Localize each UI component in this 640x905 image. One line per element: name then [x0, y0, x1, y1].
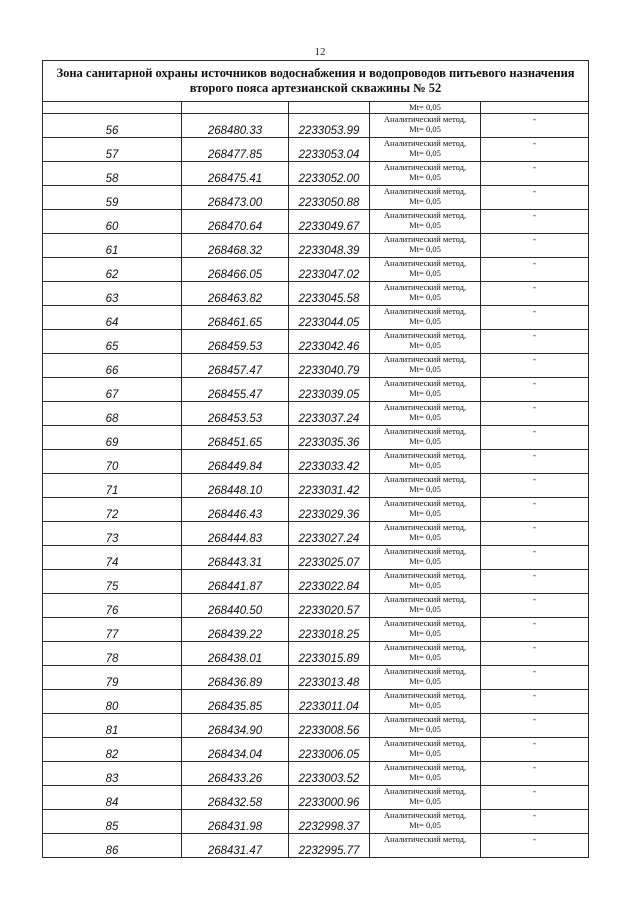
table-row	[43, 522, 589, 546]
x-coordinate: 268434.90	[182, 714, 289, 738]
x-coordinate: 268466.05	[182, 258, 289, 282]
y-coordinate: 2233020.57	[289, 594, 370, 618]
dash-cell: -	[481, 426, 589, 450]
point-number: 69	[43, 426, 182, 450]
method-cell	[370, 690, 481, 714]
method-label: Аналитический метод,	[383, 426, 467, 436]
dash-cell: -	[481, 834, 589, 858]
x-coordinate: 268432.58	[182, 786, 289, 810]
dash-cell: -	[481, 738, 589, 762]
y-coordinate: 2233039.05	[289, 378, 370, 402]
x-coordinate: 268473.00	[182, 186, 289, 210]
table-row	[43, 282, 589, 306]
dash-cell: -	[481, 810, 589, 834]
point-number: 85	[43, 810, 182, 834]
method-label: Аналитический метод,	[383, 666, 467, 676]
method-tail: Mt= 0,05	[409, 102, 441, 112]
x-coordinate: 268470.64	[182, 210, 289, 234]
method-label: Аналитический метод,	[383, 810, 467, 820]
method-cell	[370, 114, 481, 138]
method-cell	[370, 498, 481, 522]
table-row	[43, 306, 589, 330]
method-error-value: Mt= 0,05	[409, 388, 441, 398]
table-row	[43, 738, 589, 762]
y-coordinate: 2233049.67	[289, 210, 370, 234]
table-row	[43, 330, 589, 354]
y-coordinate: 2233027.24	[289, 522, 370, 546]
point-number: 56	[43, 114, 182, 138]
method-label: Аналитический метод,	[383, 186, 467, 196]
x-coordinate: 268480.33	[182, 114, 289, 138]
method-label: Аналитический метод,	[383, 354, 467, 364]
page-number: 12	[314, 46, 326, 58]
table-row	[43, 354, 589, 378]
dash-cell: -	[481, 258, 589, 282]
x-coordinate: 268455.47	[182, 378, 289, 402]
method-cell	[370, 450, 481, 474]
method-error-value: Mt= 0,05	[409, 724, 441, 734]
method-error-value: Mt= 0,05	[409, 676, 441, 686]
method-cell	[370, 234, 481, 258]
point-number: 77	[43, 618, 182, 642]
x-coordinate: 268443.31	[182, 546, 289, 570]
method-cell	[370, 666, 481, 690]
y-coordinate: 2233025.07	[289, 546, 370, 570]
method-label: Аналитический метод,	[383, 762, 467, 772]
dash-cell: -	[481, 114, 589, 138]
table-row	[43, 690, 589, 714]
table-row	[43, 834, 589, 858]
coordinates-table	[42, 60, 589, 858]
x-coordinate: 268431.98	[182, 810, 289, 834]
dash-cell: -	[481, 186, 589, 210]
x-coordinate: 268440.50	[182, 594, 289, 618]
x-coordinate: 268439.22	[182, 618, 289, 642]
method-error-value: Mt= 0,05	[409, 292, 441, 302]
point-number: 71	[43, 474, 182, 498]
method-cell	[370, 330, 481, 354]
method-error-value: Mt= 0,05	[409, 772, 441, 782]
x-coordinate: 268463.82	[182, 282, 289, 306]
y-coordinate: 2233006.05	[289, 738, 370, 762]
x-coordinate: 268441.87	[182, 570, 289, 594]
method-label: Аналитический метод,	[383, 138, 467, 148]
method-label: Аналитический метод,	[383, 642, 467, 652]
method-label: Аналитический метод,	[383, 546, 467, 556]
method-cell	[370, 138, 481, 162]
x-coordinate: 268457.47	[182, 354, 289, 378]
method-cell	[370, 474, 481, 498]
method-error-value: Mt= 0,05	[409, 796, 441, 806]
method-cell	[370, 570, 481, 594]
point-number: 81	[43, 714, 182, 738]
method-cell	[370, 186, 481, 210]
method-error-value: Mt= 0,05	[409, 556, 441, 566]
table-row	[43, 786, 589, 810]
method-cell	[370, 546, 481, 570]
method-label: Аналитический метод,	[383, 402, 467, 412]
method-label: Аналитический метод,	[383, 306, 467, 316]
point-number: 86	[43, 834, 182, 858]
method-error-value: Mt= 0,05	[409, 148, 441, 158]
y-coordinate: 2233031.42	[289, 474, 370, 498]
point-number: 58	[43, 162, 182, 186]
method-label: Аналитический метод,	[383, 834, 467, 844]
x-coordinate: 268438.01	[182, 642, 289, 666]
point-number: 67	[43, 378, 182, 402]
table-row	[43, 234, 589, 258]
method-error-value: Mt= 0,05	[409, 580, 441, 590]
method-error-value: Mt= 0,05	[409, 268, 441, 278]
method-error-value: Mt= 0,05	[409, 460, 441, 470]
y-coordinate: 2233033.42	[289, 450, 370, 474]
x-coordinate: 268431.47	[182, 834, 289, 858]
table-row	[43, 114, 589, 138]
y-coordinate: 2233037.24	[289, 402, 370, 426]
method-cell	[370, 210, 481, 234]
method-error-value: Mt= 0,05	[409, 220, 441, 230]
x-coordinate: 268461.65	[182, 306, 289, 330]
x-coordinate: 268444.83	[182, 522, 289, 546]
dash-cell: -	[481, 138, 589, 162]
table-row	[43, 546, 589, 570]
method-cell	[370, 306, 481, 330]
method-label: Аналитический метод,	[383, 258, 467, 268]
method-cell	[370, 522, 481, 546]
method-cell	[370, 810, 481, 834]
method-label: Аналитический метод,	[383, 378, 467, 388]
method-label: Аналитический метод,	[383, 234, 467, 244]
table-title	[43, 61, 589, 102]
point-number: 83	[43, 762, 182, 786]
point-number: 62	[43, 258, 182, 282]
method-cell	[370, 282, 481, 306]
method-cell	[370, 354, 481, 378]
x-coordinate: 268448.10	[182, 474, 289, 498]
method-label: Аналитический метод,	[383, 450, 467, 460]
x-coordinate: 268446.43	[182, 498, 289, 522]
x-coordinate: 268475.41	[182, 162, 289, 186]
y-coordinate: 2233040.79	[289, 354, 370, 378]
y-cell	[289, 102, 370, 114]
table-row	[43, 714, 589, 738]
dash-cell: -	[481, 546, 589, 570]
y-coordinate: 2233000.96	[289, 786, 370, 810]
point-number: 73	[43, 522, 182, 546]
dash-cell: -	[481, 282, 589, 306]
method-label: Аналитический метод,	[383, 282, 467, 292]
dash-cell: -	[481, 666, 589, 690]
method-cell	[370, 102, 481, 114]
dash-cell: -	[481, 714, 589, 738]
method-error-value: Mt= 0,05	[409, 652, 441, 662]
x-coordinate: 268435.85	[182, 690, 289, 714]
method-label: Аналитический метод,	[383, 594, 467, 604]
x-coordinate: 268451.65	[182, 426, 289, 450]
dash-cell: -	[481, 498, 589, 522]
table-row	[43, 810, 589, 834]
dash-cell: -	[481, 570, 589, 594]
method-error-value: Mt= 0,05	[409, 748, 441, 758]
method-error-value: Mt= 0,05	[409, 340, 441, 350]
method-cell	[370, 402, 481, 426]
table-row	[43, 402, 589, 426]
x-coordinate: 268449.84	[182, 450, 289, 474]
x-coordinate: 268468.32	[182, 234, 289, 258]
method-cell	[370, 618, 481, 642]
dash-cell: -	[481, 450, 589, 474]
y-coordinate: 2233018.25	[289, 618, 370, 642]
point-number: 60	[43, 210, 182, 234]
x-cell	[182, 102, 289, 114]
y-coordinate: 2233042.46	[289, 330, 370, 354]
dash-cell: -	[481, 210, 589, 234]
table-row	[43, 618, 589, 642]
point-number: 78	[43, 642, 182, 666]
error-cell	[481, 102, 589, 114]
y-coordinate: 2233053.04	[289, 138, 370, 162]
method-cell	[370, 786, 481, 810]
x-coordinate: 268453.53	[182, 402, 289, 426]
y-coordinate: 2233050.88	[289, 186, 370, 210]
y-coordinate: 2232998.37	[289, 810, 370, 834]
method-error-value: Mt= 0,05	[409, 532, 441, 542]
table-row	[43, 210, 589, 234]
point-number: 75	[43, 570, 182, 594]
y-coordinate: 2233053.99	[289, 114, 370, 138]
method-error-value: Mt= 0,05	[409, 412, 441, 422]
method-label: Аналитический метод,	[383, 114, 467, 124]
dash-cell: -	[481, 786, 589, 810]
method-error-value: Mt= 0,05	[409, 364, 441, 374]
point-number: 66	[43, 354, 182, 378]
table-row	[43, 138, 589, 162]
y-coordinate: 2233011.04	[289, 690, 370, 714]
table-row	[43, 474, 589, 498]
dash-cell: -	[481, 642, 589, 666]
dash-cell: -	[481, 522, 589, 546]
y-coordinate: 2233008.56	[289, 714, 370, 738]
method-label: Аналитический метод,	[383, 570, 467, 580]
method-cell	[370, 594, 481, 618]
point-number: 76	[43, 594, 182, 618]
method-cell	[370, 426, 481, 450]
table-row	[43, 642, 589, 666]
method-cell	[370, 258, 481, 282]
point-number: 57	[43, 138, 182, 162]
method-cell	[370, 642, 481, 666]
table-row	[43, 378, 589, 402]
method-label: Аналитический метод,	[383, 210, 467, 220]
method-error-value: Mt= 0,05	[409, 316, 441, 326]
point-number: 84	[43, 786, 182, 810]
point-number: 82	[43, 738, 182, 762]
method-error-value: Mt= 0,05	[409, 244, 441, 254]
point-number: 61	[43, 234, 182, 258]
x-coordinate: 268436.89	[182, 666, 289, 690]
y-coordinate: 2232995.77	[289, 834, 370, 858]
dash-cell: -	[481, 402, 589, 426]
y-coordinate: 2233048.39	[289, 234, 370, 258]
method-cell	[370, 738, 481, 762]
title-line-2: второго пояса артезианской скважины № 52	[189, 81, 442, 95]
method-error-value: Mt= 0,05	[409, 196, 441, 206]
dash-cell: -	[481, 306, 589, 330]
method-error-value: Mt= 0,05	[409, 508, 441, 518]
y-coordinate: 2233013.48	[289, 666, 370, 690]
method-error-value: Mt= 0,05	[409, 124, 441, 134]
point-number: 70	[43, 450, 182, 474]
method-label: Аналитический метод,	[383, 522, 467, 532]
y-coordinate: 2233015.89	[289, 642, 370, 666]
table-row	[43, 666, 589, 690]
method-label: Аналитический метод,	[383, 498, 467, 508]
table-row	[43, 570, 589, 594]
table-row-continued	[43, 102, 589, 114]
y-coordinate: 2233045.58	[289, 282, 370, 306]
table-row	[43, 258, 589, 282]
method-label: Аналитический метод,	[383, 786, 467, 796]
dash-cell: -	[481, 474, 589, 498]
y-coordinate: 2233035.36	[289, 426, 370, 450]
method-cell	[370, 762, 481, 786]
method-cell	[370, 834, 481, 858]
dash-cell: -	[481, 690, 589, 714]
y-coordinate: 2233022.84	[289, 570, 370, 594]
method-error-value: Mt= 0,05	[409, 436, 441, 446]
method-label: Аналитический метод,	[383, 738, 467, 748]
point-number: 72	[43, 498, 182, 522]
table-row	[43, 762, 589, 786]
dash-cell: -	[481, 762, 589, 786]
dash-cell: -	[481, 618, 589, 642]
method-label: Аналитический метод,	[383, 690, 467, 700]
dash-cell: -	[481, 378, 589, 402]
table-row	[43, 426, 589, 450]
method-error-value: Mt= 0,05	[409, 604, 441, 614]
table-row	[43, 594, 589, 618]
table-row	[43, 498, 589, 522]
point-number: 63	[43, 282, 182, 306]
y-coordinate: 2233052.00	[289, 162, 370, 186]
number-cell	[43, 102, 182, 114]
point-number: 64	[43, 306, 182, 330]
dash-cell: -	[481, 354, 589, 378]
dash-cell: -	[481, 330, 589, 354]
y-coordinate: 2233047.02	[289, 258, 370, 282]
y-coordinate: 2233029.36	[289, 498, 370, 522]
point-number: 80	[43, 690, 182, 714]
method-error-value: Mt= 0,05	[409, 484, 441, 494]
x-coordinate: 268434.04	[182, 738, 289, 762]
table-title-row	[43, 61, 589, 102]
method-label: Аналитический метод,	[383, 618, 467, 628]
title-line-1: Зона санитарной охраны источников водоснабжения и водопроводов питьевого назначения	[56, 66, 575, 80]
point-number: 79	[43, 666, 182, 690]
y-coordinate: 2233044.05	[289, 306, 370, 330]
table-row	[43, 162, 589, 186]
table-row	[43, 186, 589, 210]
method-cell	[370, 162, 481, 186]
x-coordinate: 268459.53	[182, 330, 289, 354]
method-label: Аналитический метод,	[383, 474, 467, 484]
method-error-value: Mt= 0,05	[409, 628, 441, 638]
method-label: Аналитический метод,	[383, 714, 467, 724]
dash-cell: -	[481, 234, 589, 258]
dash-cell: -	[481, 594, 589, 618]
method-cell	[370, 378, 481, 402]
point-number: 65	[43, 330, 182, 354]
x-coordinate: 268477.85	[182, 138, 289, 162]
method-error-value: Mt= 0,05	[409, 820, 441, 830]
method-cell	[370, 714, 481, 738]
y-coordinate: 2233003.52	[289, 762, 370, 786]
method-label: Аналитический метод,	[383, 162, 467, 172]
method-label: Аналитический метод,	[383, 330, 467, 340]
point-number: 68	[43, 402, 182, 426]
x-coordinate: 268433.26	[182, 762, 289, 786]
point-number: 59	[43, 186, 182, 210]
dash-cell: -	[481, 162, 589, 186]
method-error-value: Mt= 0,05	[409, 172, 441, 182]
point-number: 74	[43, 546, 182, 570]
method-error-value: Mt= 0,05	[409, 700, 441, 710]
table-row	[43, 450, 589, 474]
